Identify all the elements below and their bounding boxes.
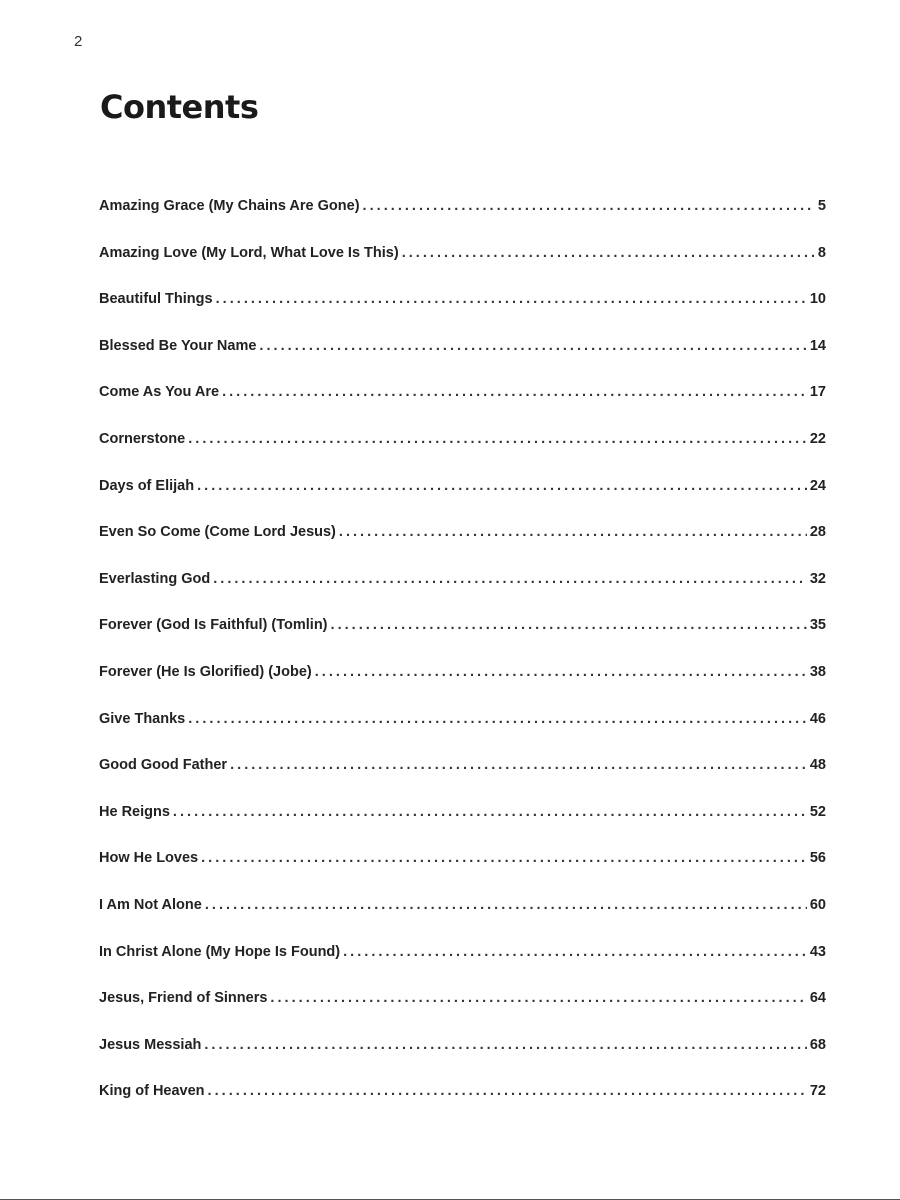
toc-entry-page: 8 xyxy=(817,244,826,261)
toc-dot-leader xyxy=(343,944,807,960)
toc-dot-leader xyxy=(208,1083,807,1099)
toc-entry[interactable] xyxy=(99,990,826,1037)
toc-entry-page: 17 xyxy=(809,384,826,401)
toc-entry-page: 46 xyxy=(809,710,826,727)
toc-entry[interactable] xyxy=(99,944,826,991)
toc-entry-page: 43 xyxy=(809,943,826,960)
toc-dot-leader xyxy=(270,990,806,1006)
toc-dot-leader xyxy=(205,897,807,913)
toc-entry[interactable] xyxy=(99,291,826,338)
toc-entry-title: Beautiful Things xyxy=(99,291,213,308)
toc-entry[interactable] xyxy=(99,431,826,478)
toc-dot-leader xyxy=(188,711,807,727)
toc-entry[interactable] xyxy=(99,478,826,525)
toc-dot-leader xyxy=(331,617,807,633)
toc-entry-page: 24 xyxy=(809,477,826,494)
toc-entry-title: I Am Not Alone xyxy=(99,896,202,913)
toc-entry-title: In Christ Alone (My Hope Is Found) xyxy=(99,943,341,960)
toc-dot-leader xyxy=(213,571,807,587)
toc-entry-page: 35 xyxy=(809,617,826,634)
toc-entry-title: Forever (God Is Faithful) (Tomlin) xyxy=(99,617,328,634)
toc-entry[interactable] xyxy=(99,850,826,897)
toc-entry-title: How He Loves xyxy=(99,850,199,867)
toc-dot-leader xyxy=(259,338,806,354)
toc-entry-page: 64 xyxy=(809,990,826,1007)
toc-entry-title: Days of Elijah xyxy=(99,477,195,494)
toc-entry-page: 32 xyxy=(809,570,826,587)
toc-dot-leader xyxy=(204,1037,806,1053)
toc-dot-leader xyxy=(188,431,807,447)
toc-entry[interactable] xyxy=(99,757,826,804)
toc-entry[interactable] xyxy=(99,338,826,385)
toc-entry-page: 48 xyxy=(809,757,826,774)
toc-dot-leader xyxy=(197,478,807,494)
toc-entry-title: King of Heaven xyxy=(99,1083,205,1100)
toc-dot-leader xyxy=(173,804,807,820)
toc-entry-title: He Reigns xyxy=(99,803,170,820)
toc-entry[interactable] xyxy=(99,198,826,245)
toc-entry[interactable] xyxy=(99,897,826,944)
toc-entry[interactable] xyxy=(99,617,826,664)
toc-entry-page: 60 xyxy=(809,896,826,913)
toc-entry-page: 56 xyxy=(809,850,826,867)
toc-entry-title: Come As You Are xyxy=(99,384,220,401)
toc-dot-leader xyxy=(230,757,807,773)
toc-entry[interactable] xyxy=(99,1037,826,1084)
toc-entry[interactable] xyxy=(99,1083,826,1130)
toc-entry-page: 14 xyxy=(809,337,826,354)
toc-entry-title: Jesus Messiah xyxy=(99,1036,202,1053)
toc-entry-title: Amazing Love (My Lord, What Love Is This) xyxy=(99,244,399,261)
toc-dot-leader xyxy=(402,245,815,261)
toc-entry-page: 68 xyxy=(809,1036,826,1053)
toc-entry[interactable] xyxy=(99,804,826,851)
toc-entry[interactable] xyxy=(99,245,826,292)
page-number: 2 xyxy=(74,33,83,50)
toc-entry-title: Jesus, Friend of Sinners xyxy=(99,990,268,1007)
page-title: Contents xyxy=(100,88,259,126)
toc-entry[interactable] xyxy=(99,524,826,571)
toc-entry-title: Give Thanks xyxy=(99,710,186,727)
toc-dot-leader xyxy=(222,384,807,400)
toc-dot-leader xyxy=(315,664,807,680)
toc-entry-page: 72 xyxy=(809,1083,826,1100)
toc-entry-page: 52 xyxy=(809,803,826,820)
toc-entry-title: Even So Come (Come Lord Jesus) xyxy=(99,524,336,541)
toc-entry-page: 5 xyxy=(817,198,826,214)
toc-entry-page: 22 xyxy=(809,430,826,447)
toc-entry[interactable] xyxy=(99,711,826,758)
toc-entry-title: Amazing Grace (My Chains Are Gone) xyxy=(99,198,360,214)
toc-dot-leader xyxy=(339,524,807,540)
toc-entry-page: 38 xyxy=(809,663,826,680)
toc-entry-title: Good Good Father xyxy=(99,757,228,774)
toc-dot-leader xyxy=(216,291,807,307)
toc-dot-leader xyxy=(201,850,807,866)
toc-entry-title: Forever (He Is Glorified) (Jobe) xyxy=(99,663,312,680)
toc-entry[interactable] xyxy=(99,571,826,618)
toc-entry-title: Everlasting God xyxy=(99,570,211,587)
toc-entry-page: 10 xyxy=(809,291,826,308)
toc-entry-title: Blessed Be Your Name xyxy=(99,337,257,354)
table-of-contents xyxy=(99,198,826,1130)
toc-entry[interactable] xyxy=(99,664,826,711)
toc-entry-title: Cornerstone xyxy=(99,430,186,447)
toc-dot-leader xyxy=(363,198,815,214)
toc-entry[interactable] xyxy=(99,384,826,431)
toc-entry-page: 28 xyxy=(809,524,826,541)
